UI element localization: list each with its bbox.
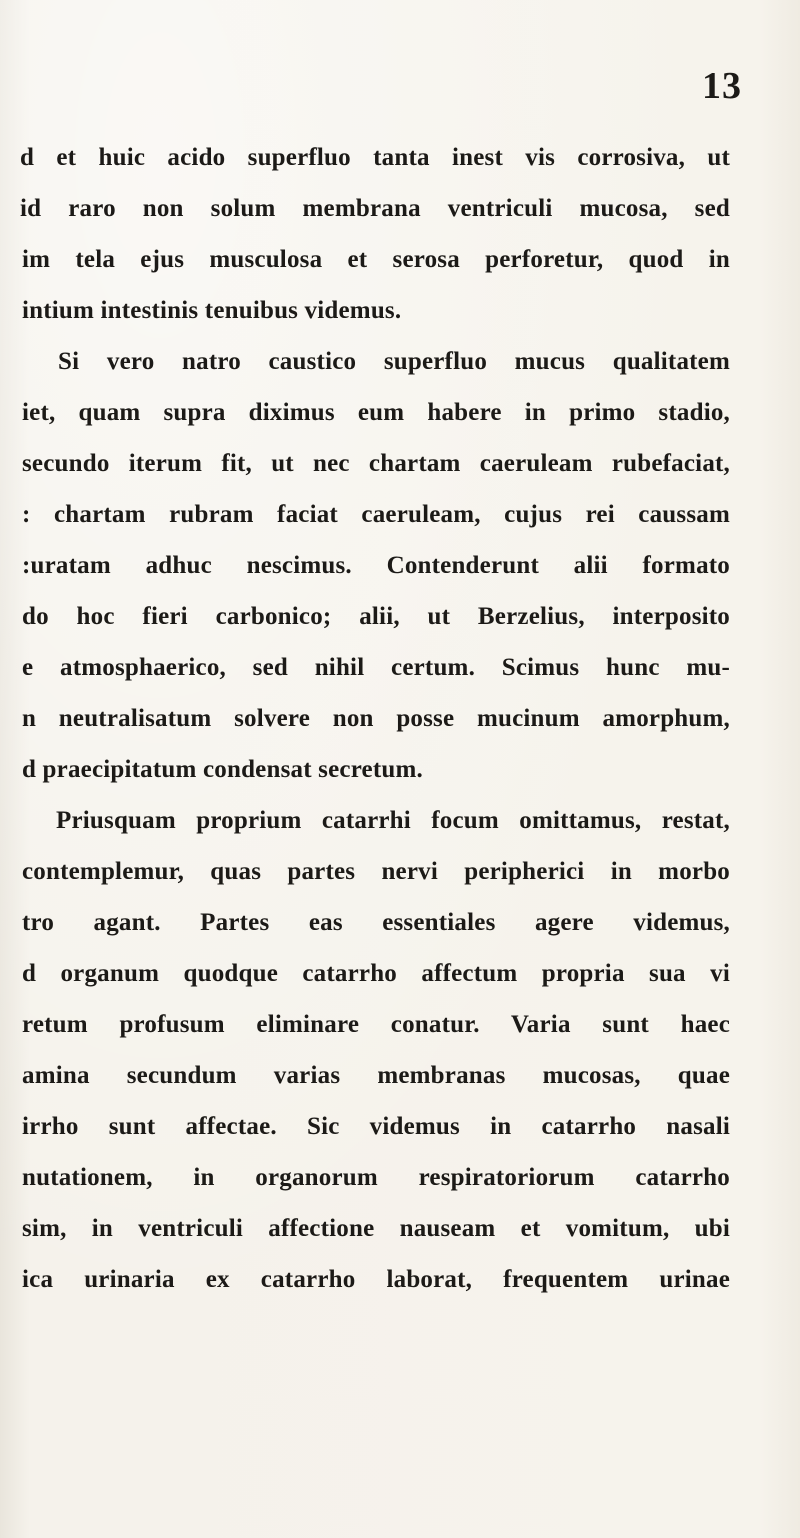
text-line: d et huic acido superfluo tanta inest vis corrosiva, ut bbox=[20, 144, 730, 171]
text-line: : chartam rubram faciat caeruleam, cujus rei caussam bbox=[22, 501, 730, 528]
text-line: nutationem, in organorum respiratoriorum catarrho bbox=[22, 1164, 730, 1191]
text-line: im tela ejus musculosa et serosa perforetur, quod in bbox=[22, 246, 730, 273]
text-line: secundo iterum fit, ut nec chartam caeruleam rubefaciat, bbox=[22, 450, 730, 477]
text-line: d organum quodque catarrho affectum propria sua vi bbox=[22, 960, 730, 987]
text-line: intium intestinis tenuibus videmus. bbox=[22, 297, 402, 324]
page-number: 13 bbox=[702, 65, 742, 107]
text-line: do hoc fieri carbonico; alii, ut Berzelius, interposito bbox=[22, 603, 730, 630]
text-line: Si vero natro caustico superfluo mucus qualitatem bbox=[58, 348, 730, 375]
text-line: id raro non solum membrana ventriculi mucosa, sed bbox=[20, 195, 730, 222]
text-line: retum profusum eliminare conatur. Varia sunt haec bbox=[22, 1011, 730, 1038]
text-line: contemplemur, quas partes nervi peripherici in morbo bbox=[22, 858, 730, 885]
text-line: irrho sunt affectae. Sic videmus in catarrho nasali bbox=[22, 1113, 730, 1140]
text-line: d praecipitatum condensat secretum. bbox=[22, 756, 423, 783]
text-line: :uratam adhuc nescimus. Contenderunt alii formato bbox=[22, 552, 730, 579]
text-line: iet, quam supra diximus eum habere in primo stadio, bbox=[22, 399, 730, 426]
text-line: n neutralisatum solvere non posse mucinum amorphum, bbox=[22, 705, 730, 732]
text-line: Priusquam proprium catarrhi focum omittamus, restat, bbox=[56, 807, 730, 834]
text-line: sim, in ventriculi affectione nauseam et vomitum, ubi bbox=[22, 1215, 730, 1242]
text-line: tro agant. Partes eas essentiales agere videmus, bbox=[22, 909, 730, 936]
text-line: amina secundum varias membranas mucosas, quae bbox=[22, 1062, 730, 1089]
text-line: ica urinaria ex catarrho laborat, frequentem urinae bbox=[22, 1266, 730, 1293]
text-line: e atmosphaerico, sed nihil certum. Scimus hunc mu- bbox=[22, 654, 730, 681]
